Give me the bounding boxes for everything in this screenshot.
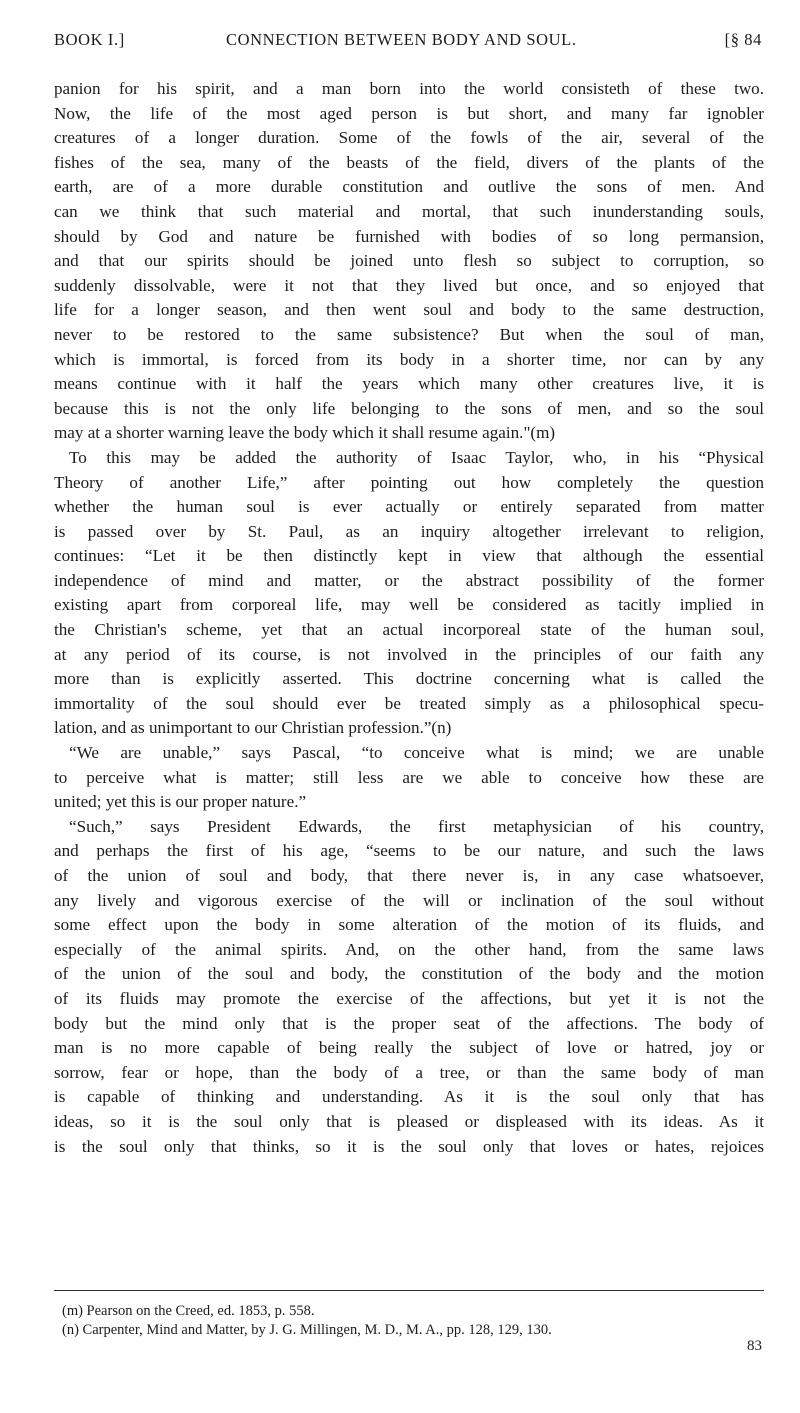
page-number: 83 — [747, 1338, 762, 1354]
body-line: earth, are of a more durable constitution and outlive the sons of men. And — [54, 177, 764, 197]
running-header — [54, 30, 762, 56]
body-line: fishes of the sea, many of the beasts of the field, divers of the plants of the — [54, 152, 764, 172]
body-line: of its fluids may promote the exercise of the affections, but yet it is not the — [54, 988, 764, 1008]
body-line: is capable of thinking and understanding. As it is the soul only that has — [54, 1087, 764, 1107]
body-line: “We are unable,” says Pascal, “to conceive what is mind; we are unable — [69, 743, 764, 763]
body-text — [54, 77, 764, 1159]
body-line: which is immortal, is forced from its body in a shorter time, nor can by any — [54, 349, 764, 369]
body-line: independence of mind and matter, or the abstract possibility of the former — [54, 570, 764, 590]
body-line: any lively and vigorous exercise of the will or inclination of the soul without — [54, 890, 764, 910]
body-line: body but the mind only that is the proper seat of the affections. The body of — [54, 1013, 764, 1033]
body-line: sorrow, fear or hope, than the body of a tree, or than the same body of man — [54, 1062, 764, 1082]
body-line: should by God and nature be furnished with bodies of so long permansion, — [54, 226, 764, 246]
body-line: lation, and as unimportant to our Christian profession.”(n) — [54, 718, 452, 738]
body-line: life for a longer season, and then went soul and body to the same destruction, — [54, 300, 764, 320]
body-line: some effect upon the body in some alteration of the motion of its fluids, and — [54, 915, 764, 935]
footnote-n: (n) Carpenter, Mind and Matter, by J. G. Millingen, M. D., M. A., pp. 128, 129, 130. — [62, 1321, 552, 1338]
body-line: ideas, so it is the soul only that is pleased or displeased with its ideas. As it — [54, 1111, 764, 1131]
body-line: man is no more capable of being really the subject of love or hatred, joy or — [54, 1038, 764, 1058]
body-line: To this may be added the authority of Isaac Taylor, who, in his “Physical — [69, 447, 764, 467]
body-line: of the union of soul and body, that there never is, in any case whatsoever, — [54, 866, 764, 885]
body-line: never to be restored to the same subsistence? But when the soul of man, — [54, 324, 764, 344]
body-line: immortality of the soul should ever be treated simply as a philosophical specu- — [54, 693, 764, 713]
body-line: can we think that such material and mortal, that such inunderstanding souls, — [54, 201, 764, 221]
body-line: especially of the animal spirits. And, on the other hand, from the same laws — [54, 939, 764, 959]
body-line: panion for his spirit, and a man born into the world consisteth of these two. — [54, 79, 764, 98]
body-line: of the union of the soul and body, the constitution of the body and the motion — [54, 964, 764, 984]
body-line: Now, the life of the most aged person is but short, and many far ignobler — [54, 103, 764, 123]
header-book-label: BOOK I.] — [54, 30, 125, 49]
body-line: to perceive what is matter; still less are we able to conceive how these are — [54, 767, 764, 787]
body-line: and perhaps the first of his age, “seems to be our nature, and such the laws — [54, 841, 764, 861]
body-line: is the soul only that thinks, so it is the soul only that loves or hates, rejoices — [54, 1136, 764, 1156]
body-line: existing apart from corporeal life, may well be considered as tacitly implied in — [54, 595, 764, 615]
footnote-m: (m) Pearson on the Creed, ed. 1853, p. 558. — [62, 1303, 315, 1319]
body-line: is passed over by St. Paul, as an inquiry altogether irrelevant to religion, — [54, 521, 764, 541]
header-chapter-title: CONNECTION BETWEEN BODY AND SOUL. — [226, 30, 577, 49]
body-line: because this is not the only life belonging to the sons of men, and so the soul — [54, 398, 764, 418]
body-line: means continue with it half the years which many other creatures live, it is — [54, 374, 764, 394]
body-line: more than is explicitly asserted. This doctrine concerning what is called the — [54, 669, 764, 689]
body-line: creatures of a longer duration. Some of the fowls of the air, several of the — [54, 128, 764, 148]
footnote-divider — [54, 1290, 764, 1291]
body-line: “Such,” says President Edwards, the first metaphysician of his country, — [69, 816, 764, 836]
body-line: united; yet this is our proper nature.” — [54, 792, 307, 812]
body-line: whether the human soul is ever actually or entirely separated from matter — [54, 497, 764, 517]
header-section-label: [§ 84 — [724, 30, 762, 49]
body-line: at any period of its course, is not involved in the principles of our faith any — [54, 644, 764, 664]
footnotes — [62, 1302, 762, 1339]
body-line: the Christian's scheme, yet that an actual incorporeal state of the human soul, — [54, 620, 764, 640]
body-line: Theory of another Life,” after pointing out how completely the question — [54, 472, 764, 492]
body-line: continues: “Let it be then distinctly kept in view that although the essential — [54, 546, 764, 566]
body-line: may at a shorter warning leave the body which it shall resume again."(m) — [54, 423, 556, 443]
body-line: and that our spirits should be joined unto flesh so subject to corruption, so — [54, 251, 764, 271]
body-line: suddenly dissolvable, were it not that they lived but once, and so enjoyed that — [54, 275, 764, 295]
